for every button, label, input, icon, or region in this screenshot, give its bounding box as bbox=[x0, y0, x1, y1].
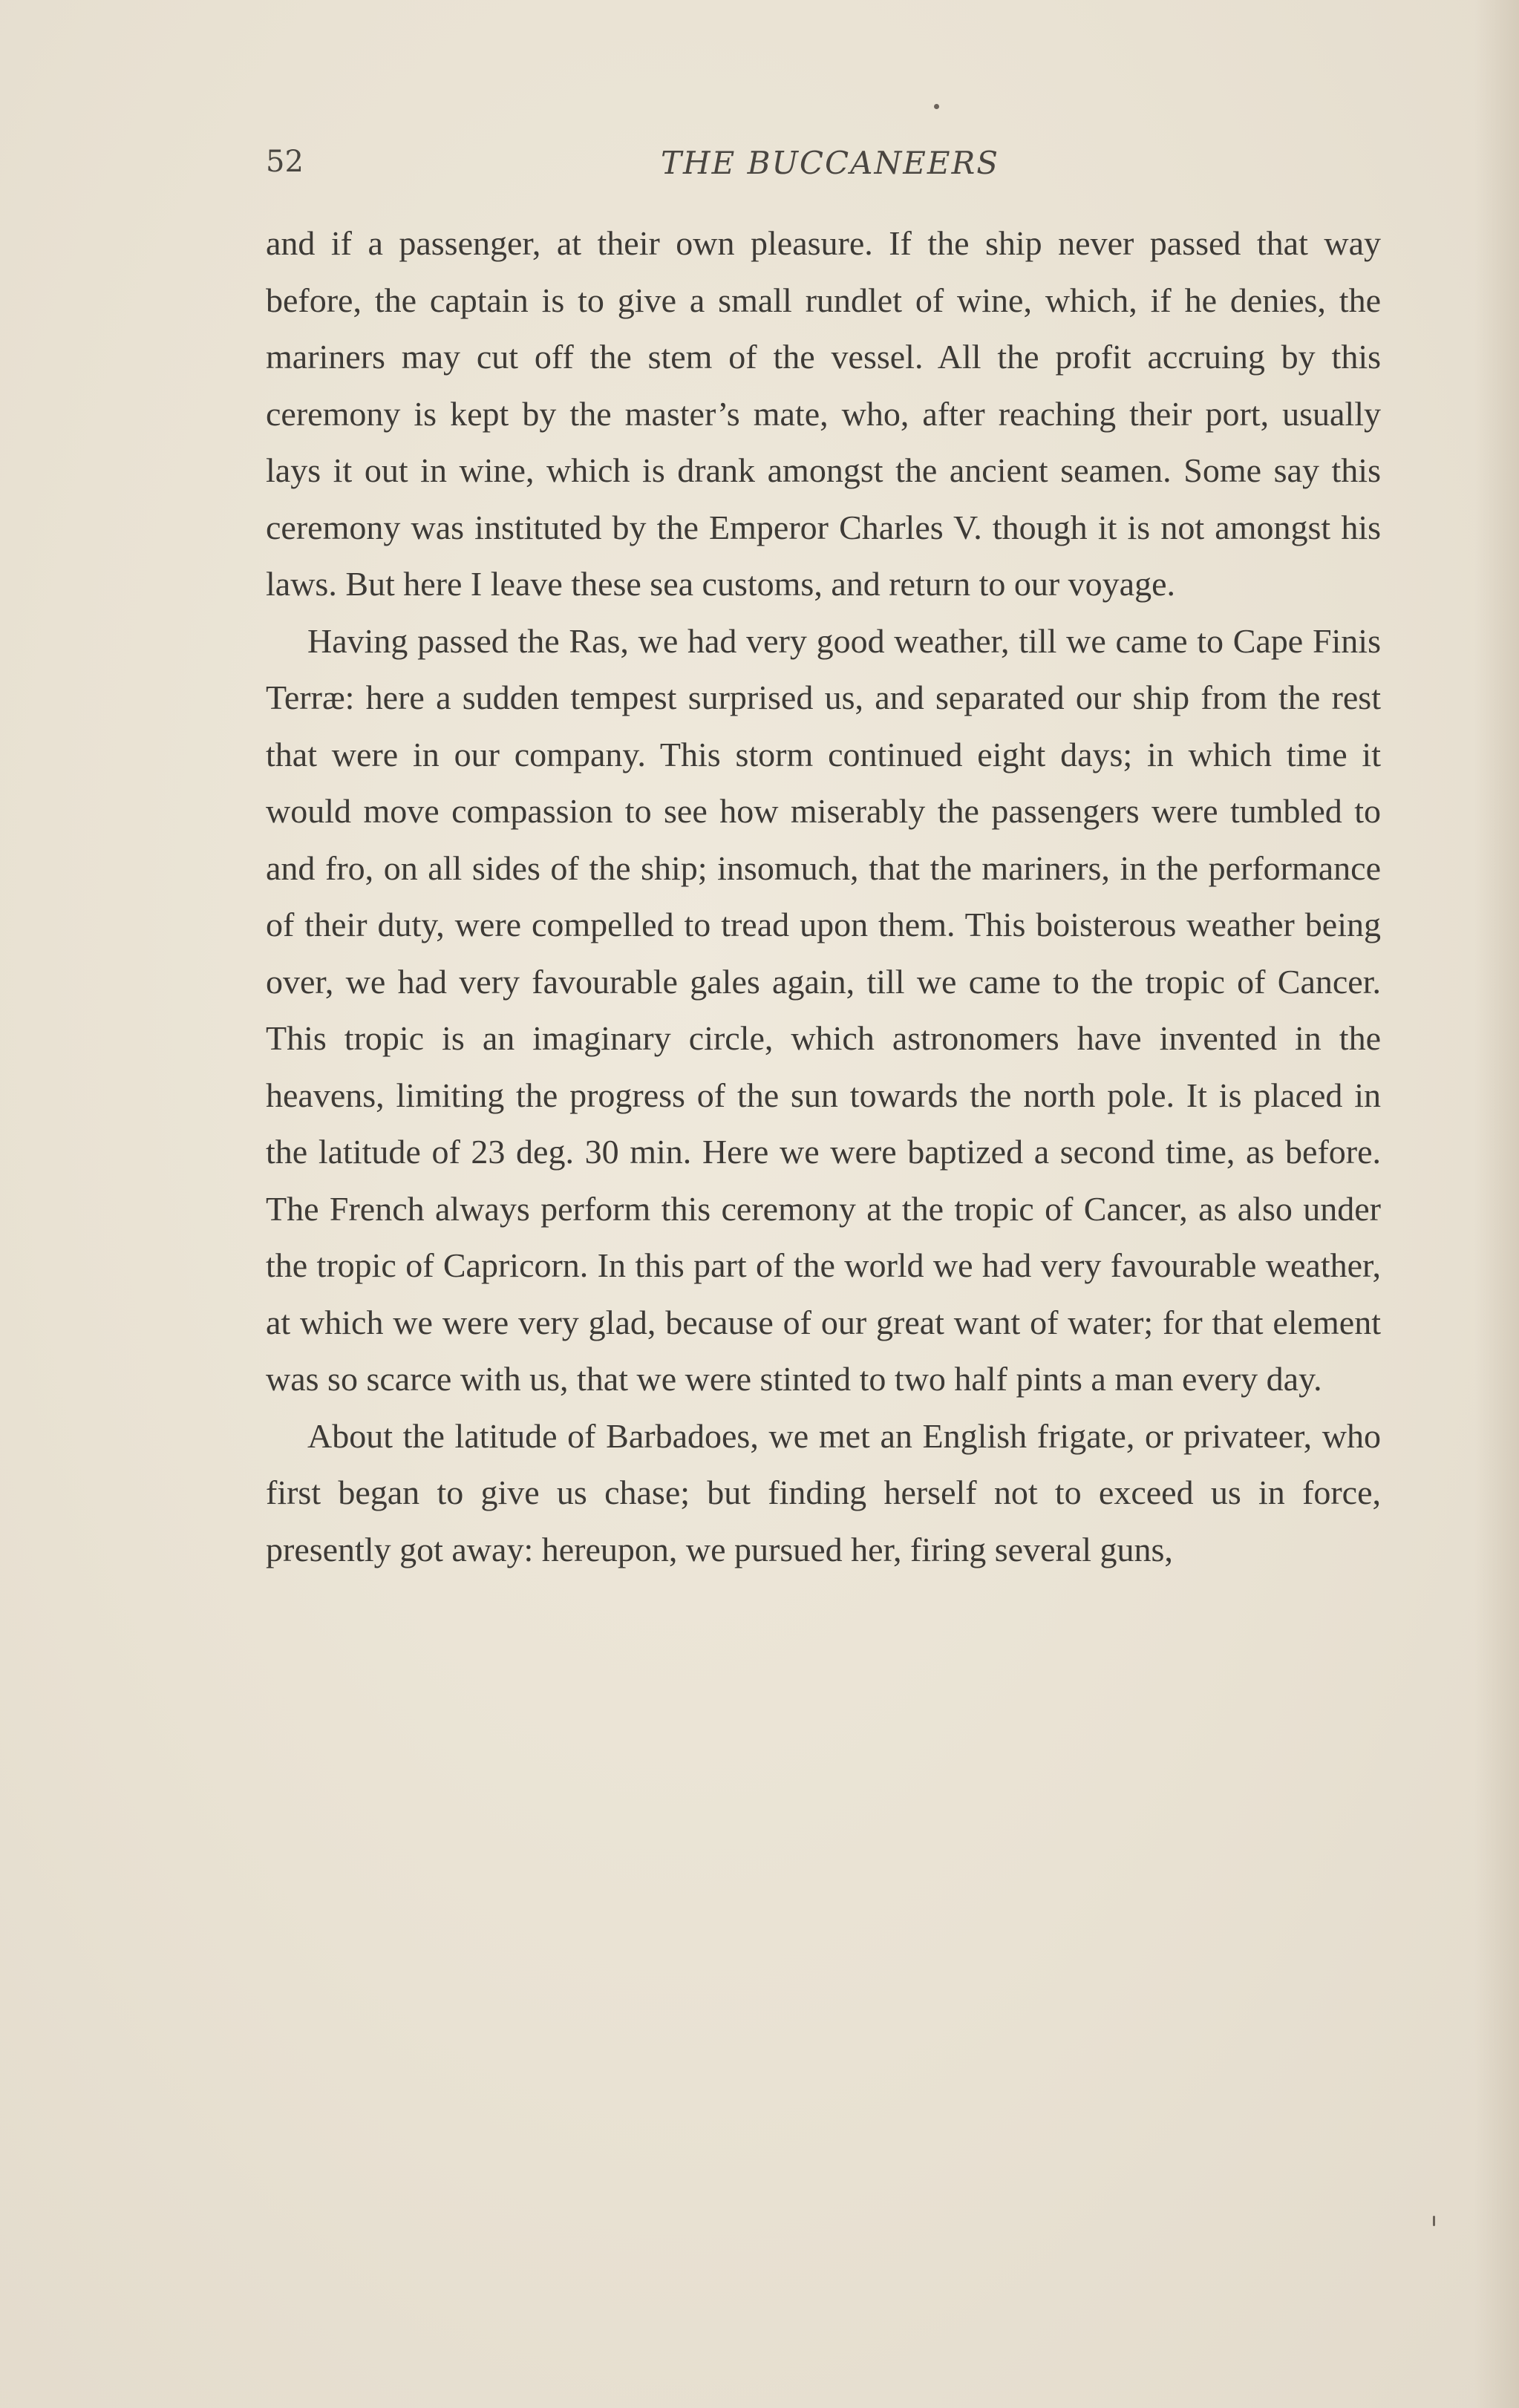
page-edge-shadow bbox=[1474, 0, 1519, 2408]
paragraph-frigate: About the latitude of Barbadoes, we met an English frigate, or privateer, who first began to give us chase; but finding herself not to exceed us in force, presently got away: hereupon, we pursued her, firing several guns, bbox=[266, 1416, 1381, 1568]
page-number: 52 bbox=[266, 145, 304, 179]
running-title: THE BUCCANEERS bbox=[661, 145, 999, 181]
paragraph-storm: Having passed the Ras, we had very good weather, till we came to Cape Finis Terræ: here a sudden tempest surprised us, and separated our ship from the rest that were in our company. This storm continued eight days; in which time it would move compassion to see how miserably the passengers were tumbled to and fro, on all sides of the ship; insomuch, that the mariners, in the performance of their duty, were compelled to tread upon them. This boisterous weather being over, we had very favourable gales again, till we came to the tropic of Cancer. This tropic is an imaginary circle, which astronomers have invented in the heavens, limiting the progress of the sun towards the north pole. It is placed in the latitude of 23 deg. 30 min. Here we were baptized a second time, as before. The French always perform this ceremony at the tropic of Cancer, as also under the tropic of Capricorn. In this part of the world we had very favourable weather, at which we were very glad, because of our great want of water; for that element was so scarce with us, that we were stinted to two half pints a man every day. bbox=[266, 621, 1381, 1398]
page-header bbox=[266, 145, 1379, 197]
body-text bbox=[266, 215, 1381, 1578]
paragraph-continuation: and if a passenger, at their own pleasure. If the ship never passed that way before, the captain is to give a small rundlet of wine, which, if he denies, the mariners may cut off the stem of the vessel. All the profit accruing by this ceremony is kept by the master’s mate, who, after reaching their port, usually lays it out in wine, which is drank amongst the ancient seamen. Some say this ceremony was instituted by the Emperor Charles V. though it is not amongst his laws. But here I leave these sea customs, and return to our voyage. bbox=[266, 224, 1381, 603]
ink-speck bbox=[1433, 2216, 1435, 2226]
ink-speck bbox=[934, 104, 939, 109]
